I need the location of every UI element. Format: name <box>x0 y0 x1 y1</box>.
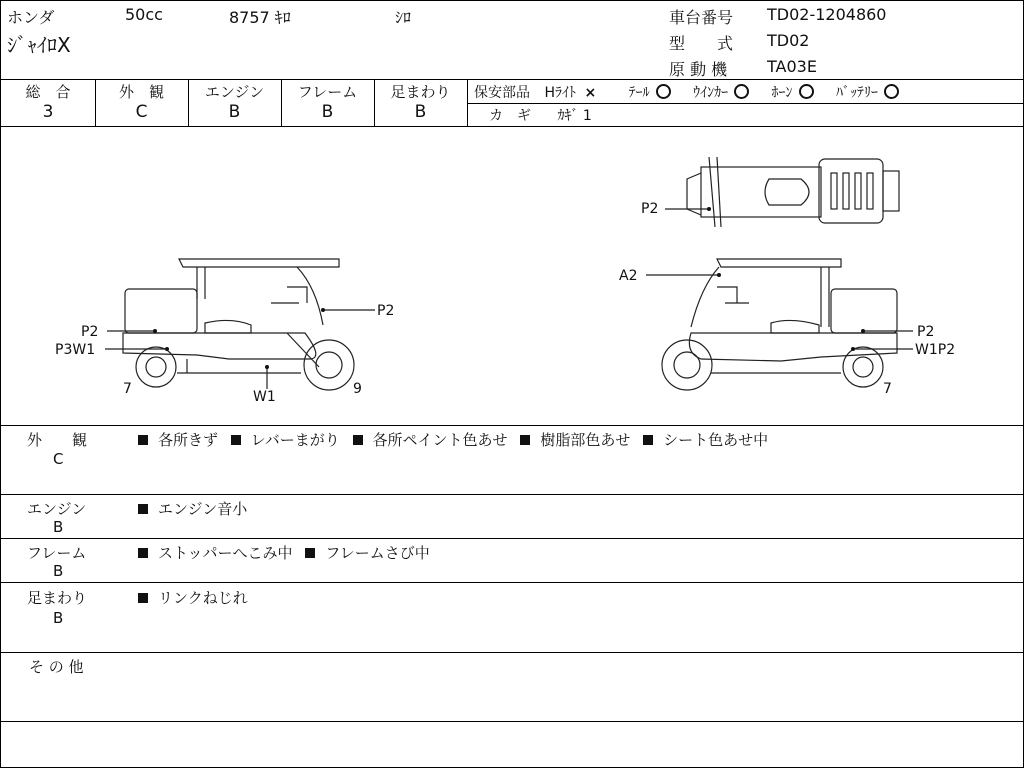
grade-overall-label: 総 合 <box>25 83 71 101</box>
engine-value: TA03E <box>767 57 817 76</box>
note-item: シート色あせ中 <box>663 431 769 449</box>
section-exterior-notes <box>138 429 776 450</box>
divider <box>1 582 1023 583</box>
label-p2-top: P2 <box>641 201 659 217</box>
label-a2: A2 <box>619 268 638 284</box>
safety-parts-row <box>474 82 899 102</box>
grade-exterior-label: 外 観 <box>118 83 164 101</box>
grade-suspension-label: 足まわり <box>390 83 451 101</box>
tail-ok-icon <box>656 84 671 99</box>
note-item: 各所きず <box>158 431 219 449</box>
grade-frame-value: B <box>321 102 334 122</box>
divider <box>467 79 468 126</box>
displacement: 50cc <box>125 5 163 24</box>
label-7-right: 7 <box>883 381 892 397</box>
bullet-icon <box>520 435 530 445</box>
section-suspension-label: 足まわり <box>27 589 88 607</box>
horn-label: ﾎｰﾝ <box>771 85 793 101</box>
divider <box>468 103 1023 104</box>
frame-number: TD02-1204860 <box>767 5 887 24</box>
tail-label: ﾃｰﾙ <box>628 85 650 101</box>
divider <box>1 425 1023 426</box>
section-engine-label: エンジン <box>27 500 87 518</box>
winker-ok-icon <box>734 84 749 99</box>
note-item: 樹脂部色あせ <box>540 431 631 449</box>
divider <box>1 494 1023 495</box>
key-row <box>489 105 592 125</box>
note-item: エンジン音小 <box>158 500 248 518</box>
key-value: ｶｷﾞ 1 <box>557 108 592 124</box>
section-engine-notes <box>138 498 255 519</box>
type-value: TD02 <box>767 31 810 50</box>
bullet-icon <box>231 435 241 445</box>
divider <box>1 538 1023 539</box>
engine-label: 原 動 機 <box>669 60 728 79</box>
grade-suspension-value: B <box>414 102 427 122</box>
label-9-left: 9 <box>353 381 362 397</box>
maker-name: ホンダ <box>7 8 55 27</box>
divider <box>1 721 1023 722</box>
divider <box>1 79 1023 80</box>
bullet-icon <box>138 504 148 514</box>
right-side-view-icon <box>662 259 897 390</box>
battery-ok-icon <box>884 84 899 99</box>
bullet-icon <box>138 593 148 603</box>
section-exterior-grade: C <box>53 450 64 468</box>
label-p2-right: P2 <box>917 324 935 340</box>
left-side-view-icon <box>123 259 354 390</box>
type-label: 型 式 <box>669 34 734 53</box>
bullet-icon <box>353 435 363 445</box>
top-view-icon <box>687 157 899 227</box>
note-item: 各所ペイント色あせ <box>372 431 508 449</box>
frame-number-label: 車台番号 <box>669 8 734 27</box>
safety-parts-title: 保安部品 <box>474 85 530 101</box>
winker-label: ｳｲﾝｶｰ <box>693 85 729 101</box>
note-item: レバーまがり <box>250 431 340 449</box>
headlight-label: Hﾗｲﾄ <box>544 85 576 101</box>
section-frame-notes <box>138 542 438 563</box>
damage-diagram <box>1 127 1023 425</box>
key-label: カ ギ <box>489 108 531 124</box>
grade-engine-label: エンジン <box>204 83 265 101</box>
label-p2-left-rear: P2 <box>81 324 99 340</box>
label-w1-left: W1 <box>253 389 276 405</box>
section-suspension-grade: B <box>53 609 64 627</box>
label-7-left: 7 <box>123 381 132 397</box>
body-color: ｼﾛ <box>395 8 412 27</box>
bullet-icon <box>138 435 148 445</box>
divider <box>1 652 1023 653</box>
note-item: ストッパーへこみ中 <box>158 544 293 562</box>
battery-label: ﾊﾞｯﾃﾘｰ <box>835 85 878 101</box>
model-name: ｼﾞｬｲﾛX <box>7 33 71 57</box>
bullet-icon <box>305 548 315 558</box>
note-item: フレームさび中 <box>325 544 430 562</box>
section-suspension-notes <box>138 587 256 608</box>
grade-frame-label: フレーム <box>297 83 358 101</box>
section-frame-label: フレーム <box>27 544 87 562</box>
grade-exterior-value: C <box>135 102 148 122</box>
note-item: リンクねじれ <box>158 589 248 607</box>
section-engine-grade: B <box>53 518 64 536</box>
mileage: 8757 ｷﾛ <box>229 8 291 27</box>
label-w1p2-right: W1P2 <box>915 342 956 358</box>
section-exterior-label: 外 観 <box>27 431 88 449</box>
label-p3w1: P3W1 <box>55 342 96 358</box>
headlight-mark: × <box>584 85 597 101</box>
bullet-icon <box>138 548 148 558</box>
bullet-icon <box>643 435 653 445</box>
horn-ok-icon <box>799 84 814 99</box>
grade-overall-value: 3 <box>42 102 54 122</box>
section-other-label: そ の 他 <box>29 658 84 676</box>
section-frame-grade: B <box>53 562 64 580</box>
label-p2-left-front: P2 <box>377 303 395 319</box>
grade-engine-value: B <box>228 102 241 122</box>
